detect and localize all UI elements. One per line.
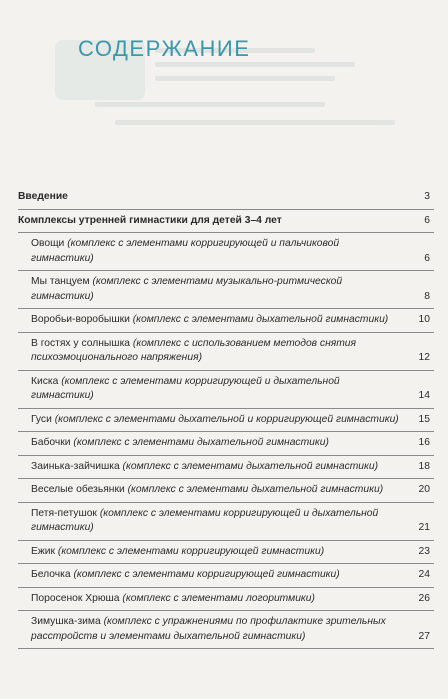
toc-entry-page-number: 27: [418, 630, 430, 642]
toc-entry: [18, 186, 434, 210]
toc-entry: [18, 588, 434, 612]
toc-entry-title: Веселые обезьянки: [31, 484, 125, 495]
toc-entry-description: (комплекс с элементами музыкально-ритмической гимнастики): [31, 276, 343, 302]
toc-entry-page-number: 24: [418, 569, 430, 580]
toc-entry-text: [31, 460, 434, 475]
toc-entry-text: [31, 413, 434, 428]
toc-entry-page-number: 23: [418, 545, 430, 557]
toc-entry-title: Белочка: [31, 569, 71, 580]
toc-entry-title: Ежик: [31, 545, 56, 557]
toc-entry-text: [31, 483, 434, 498]
toc-entry-page-number: 8: [424, 290, 430, 302]
toc-entry-page-number: 6: [424, 252, 430, 264]
toc-entry-description: (комплекс с элементами дыхательной гимнастики): [132, 314, 389, 325]
toc-entry-title: Введение: [18, 191, 68, 202]
toc-entry-page-number: 26: [418, 592, 430, 604]
toc-entry-description: (комплекс с элементами логоритмики): [122, 592, 315, 604]
toc-entry: [18, 210, 434, 234]
toc-entry-title: Воробьи-воробышки: [31, 314, 130, 325]
toc-entry-text: [31, 436, 434, 451]
toc-entry-title: Киска: [31, 375, 59, 387]
toc-entry-page-number: 21: [418, 522, 430, 533]
toc-entry-title: Петя-петушок: [31, 507, 97, 519]
toc-entry: [18, 271, 434, 309]
toc-entry: [18, 479, 434, 503]
toc-entry-description: (комплекс с элементами корригирующей гимнастики): [57, 545, 325, 557]
toc-entry-text: [31, 337, 434, 366]
toc-entry-description: (комплекс с элементами дыхательной гимнастики): [122, 460, 379, 472]
toc-entry-text: [18, 214, 434, 229]
toc-entry-title: Мы танцуем: [31, 276, 90, 287]
toc-entry-page-number: 6: [424, 214, 430, 226]
toc-entry-text: [31, 237, 434, 266]
toc-entry-text: [31, 375, 434, 404]
toc-entry-page-number: 16: [418, 437, 430, 448]
toc-entry-title: Зимушка-зима: [31, 616, 101, 627]
toc-entry-text: [31, 592, 434, 607]
toc-entry-page-number: 20: [418, 484, 430, 495]
toc-entry: [18, 233, 434, 271]
toc-entry-text: [31, 615, 434, 644]
toc-entry-title: Гуси: [31, 413, 52, 425]
toc-entry-text: [31, 313, 434, 328]
toc-entry-title: В гостях у солнышка: [31, 337, 131, 349]
toc-entry: [18, 541, 434, 565]
toc-entry-text: [31, 545, 434, 560]
toc-entry-page-number: 14: [418, 390, 430, 401]
toc-entry-description: (комплекс с элементами дыхательной и корригирующей гимнастики): [54, 413, 399, 425]
toc-entry-page-number: 18: [418, 460, 430, 472]
toc-entry-description: (комплекс с элементами корригирующей и дыхательной гимнастики): [31, 375, 340, 401]
toc-entry-description: (комплекс с использованием методов снятия психоэмоционального напряжения): [31, 337, 357, 363]
toc-entry-text: [31, 568, 434, 583]
toc-entry-page-number: 10: [418, 314, 430, 325]
toc-entry-description: (комплекс с элементами дыхательной гимнастики): [73, 437, 329, 448]
toc-entry-description: (комплекс с элементами корригирующей и дыхательной гимнастики): [31, 507, 379, 533]
toc-entry-title: Овощи: [31, 238, 65, 249]
toc-entry: [18, 456, 434, 480]
toc-entry-page-number: 12: [418, 352, 430, 363]
toc-entry: [18, 432, 434, 456]
toc-entry-text: [31, 507, 434, 536]
toc-entry-text: [31, 275, 434, 304]
toc-entry-description: (комплекс с элементами дыхательной гимнастики): [127, 484, 384, 495]
toc-entry-page-number: 3: [424, 191, 430, 202]
toc-entry-title: Заинька-зайчишка: [31, 460, 120, 472]
page-title: СОДЕРЖАНИЕ: [78, 36, 251, 61]
toc-entry: [18, 409, 434, 433]
table-of-contents: [18, 186, 434, 649]
toc-entry: [18, 309, 434, 333]
toc-entry-title: Поросенок Хрюша: [31, 592, 120, 604]
toc-entry-description: (комплекс с элементами корригирующей гимнастики): [73, 569, 340, 580]
toc-entry-page-number: 15: [418, 413, 430, 425]
toc-entry: [18, 333, 434, 371]
toc-entry: [18, 371, 434, 409]
toc-entry-title: Бабочки: [31, 437, 71, 448]
toc-entry-description: (комплекс с упражнениями по профилактике зрительных расстройств и элементами дыхательной гимнастики): [31, 616, 386, 642]
toc-entry-title: Комплексы утренней гимнастики для детей 3–4 лет: [18, 214, 282, 226]
toc-entry-text: [18, 190, 434, 205]
toc-entry-description: (комплекс с элементами корригирующей и пальчиковой гимнастики): [31, 238, 340, 264]
toc-entry: [18, 564, 434, 588]
toc-entry: [18, 611, 434, 649]
toc-entry: [18, 503, 434, 541]
